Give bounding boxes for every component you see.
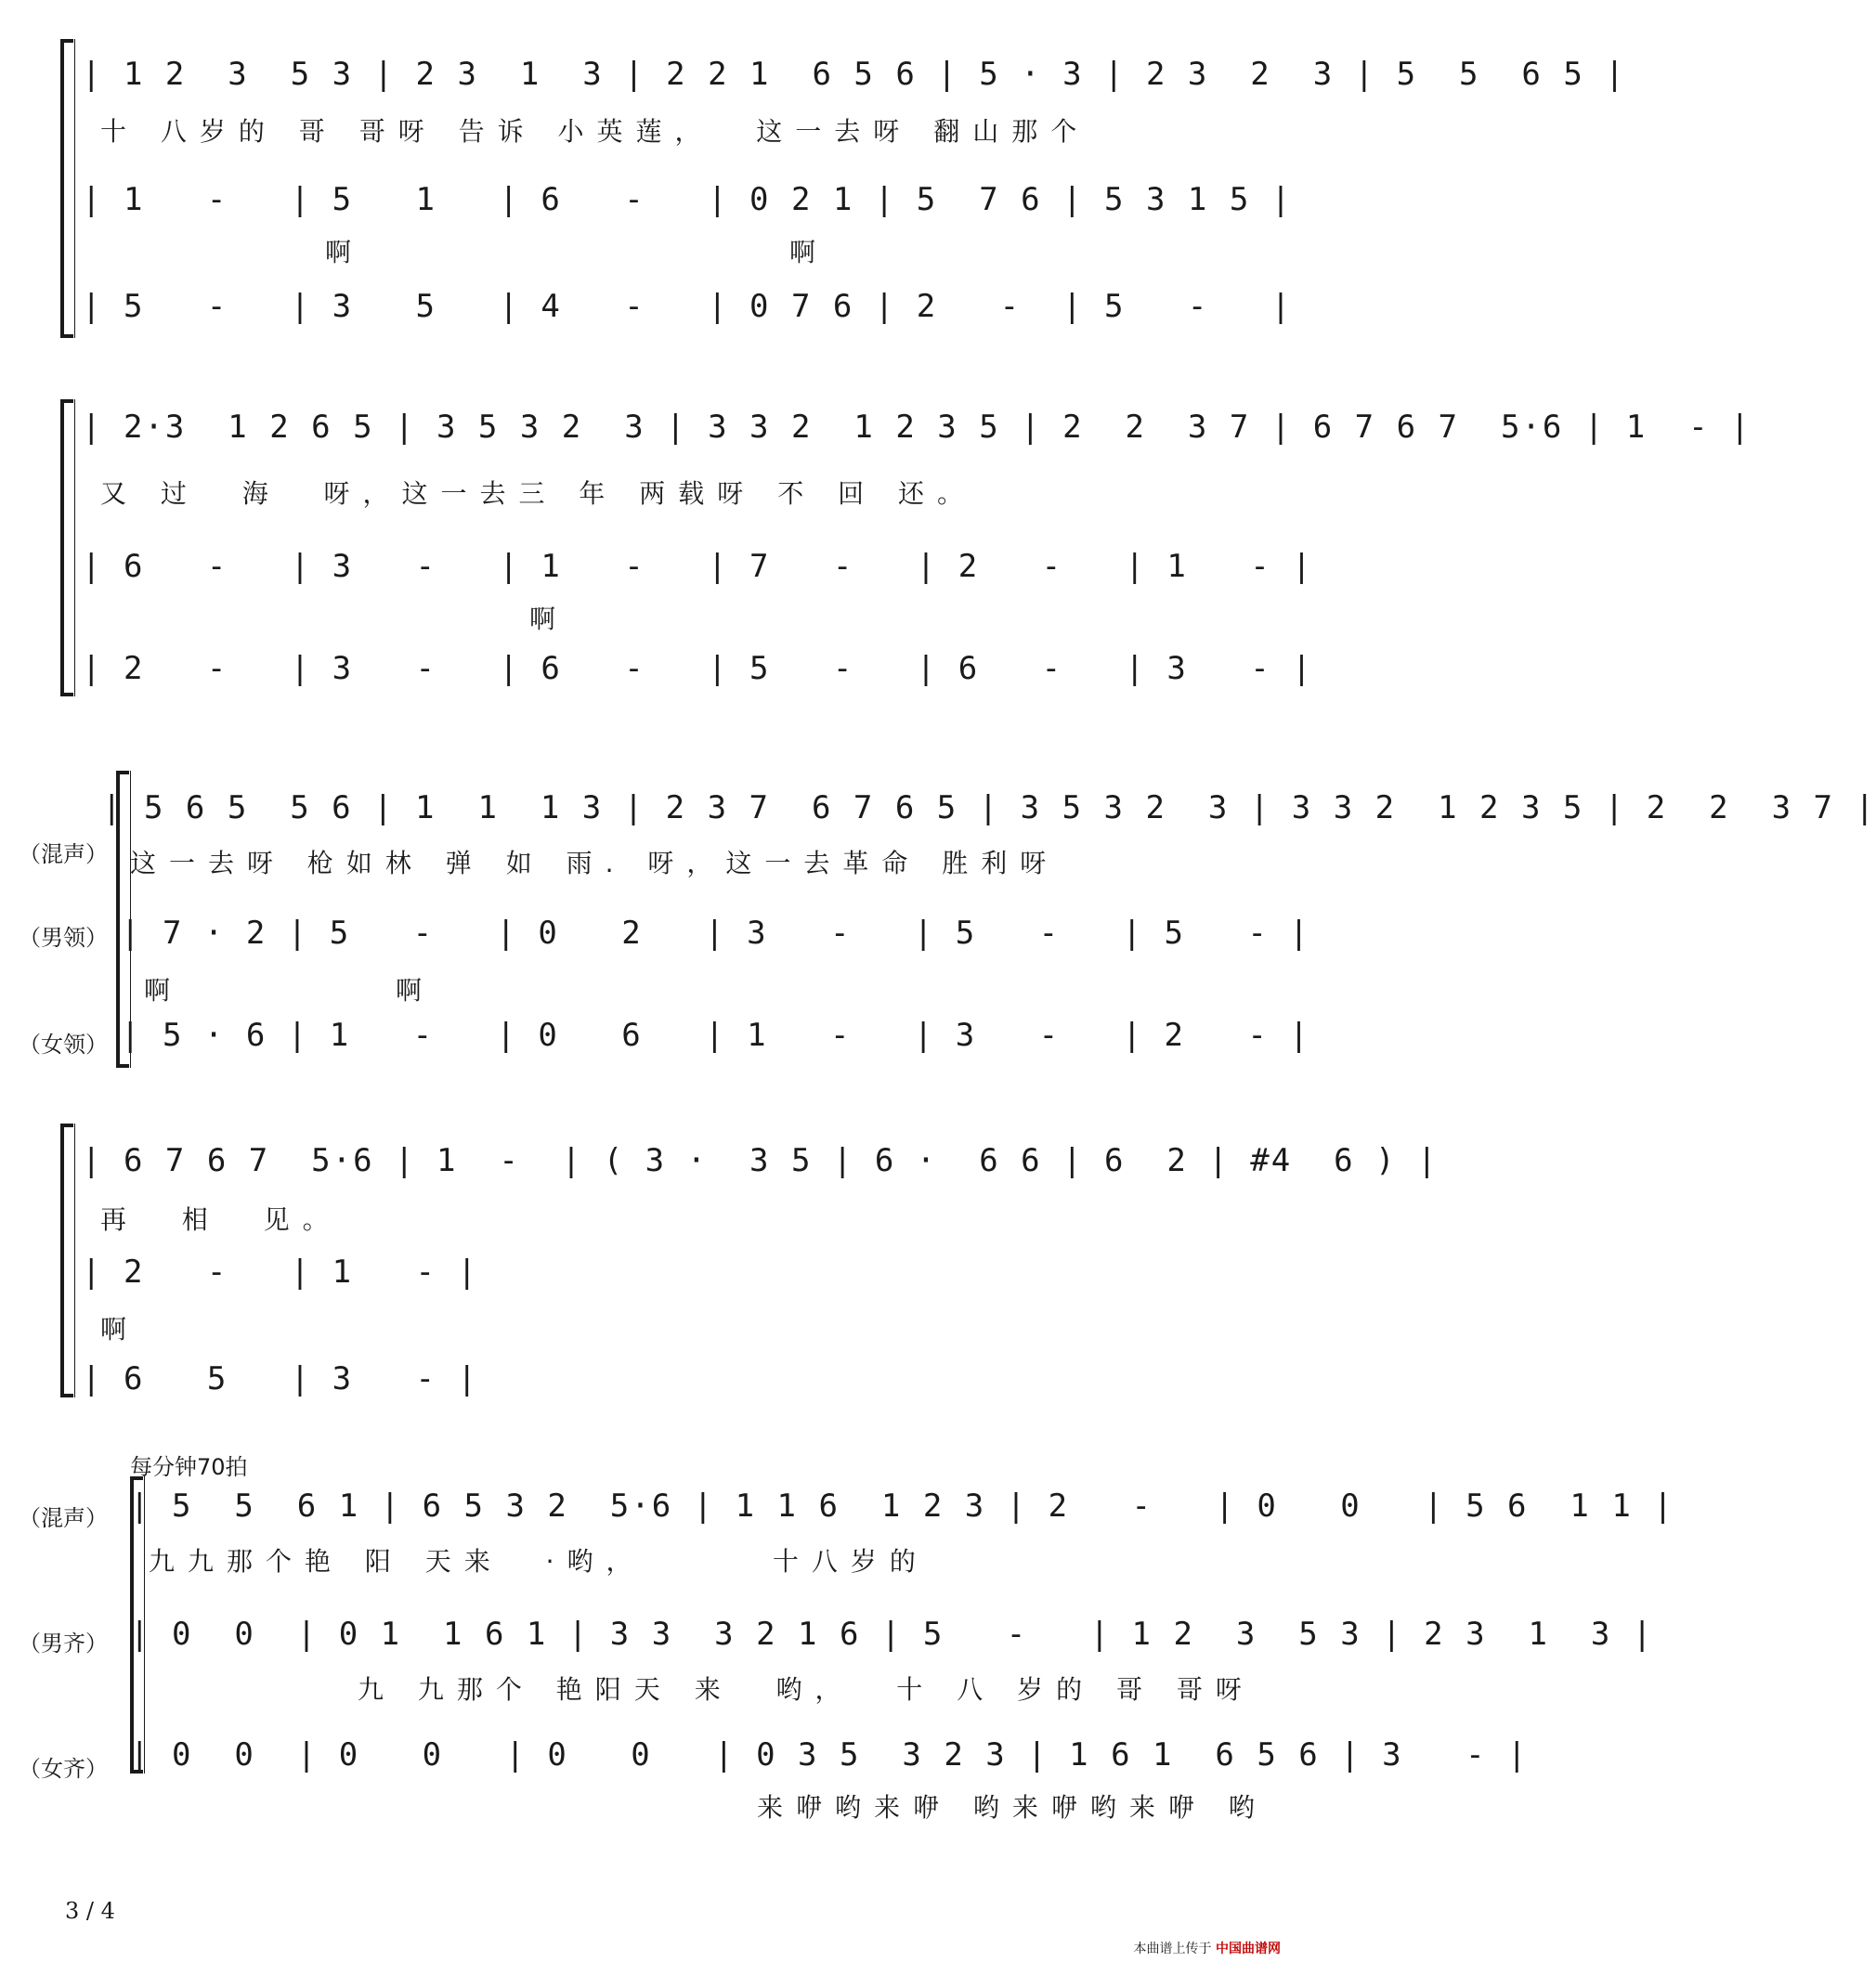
score-system-1 <box>0 19 1626 339</box>
staff-row-male <box>0 1254 1309 1309</box>
lyrics-male: 啊 <box>529 604 569 634</box>
tempo-marking: 每分钟70拍 <box>130 1454 248 1480</box>
lyrics-mixed: 这一去呀 枪如林 弹 如 雨. 呀，这一去革命 胜利呀 <box>130 848 1060 878</box>
part-label-mixed: （混声） <box>19 841 108 867</box>
notes-mixed: | 5 5 6 1 | 6 5 3 2 5·6 | 1 1 6 1 2 3 | 2 - | 0 0 | 5 6 1 1 | <box>130 1488 1674 1525</box>
notes-female: | 6 5 | 3 - | <box>82 1360 478 1397</box>
notes-mixed: | 5 6 5 5 6 | 1 1 1 3 | 2 3 7 6 7 6 5 | 3 5 3 2 3 | 3 3 2 1 2 3 5 | 2 2 3 7 | <box>102 789 1876 826</box>
staff-row-male <box>0 181 1309 237</box>
notes-female: | 2 - | 3 - | 6 - | 5 - | 6 - | 3 - | <box>82 650 1313 687</box>
staff-row-mixed <box>0 1488 1674 1543</box>
site-logo: 中国曲谱网 <box>1216 1942 1281 1956</box>
notes-male-lead: | 7 · 2 | 5 - | 0 2 | 3 - | 5 - | 5 - | <box>121 915 1310 952</box>
upload-footer <box>1134 1939 1281 1957</box>
notes-male-unison: | 0 0 | 0 1 1 6 1 | 3 3 3 2 1 6 | 5 - | 1 2 3 5 3 | 2 3 1 3 | <box>130 1616 1654 1653</box>
lyrics-mixed: 九九那个艳 阳 天来 ·哟， 十八岁的 <box>149 1546 929 1577</box>
notes-male: | 6 - | 3 - | 1 - | 7 - | 2 - | 1 - | <box>82 548 1313 585</box>
staff-row-female <box>0 650 1313 706</box>
staff-row-mixed <box>0 789 1876 845</box>
lyrics-male: 啊 <box>100 1314 140 1345</box>
part-label-male-lead: （男领） <box>19 925 108 951</box>
lyrics-mixed: 十 八岁的 哥 哥呀 告诉 小英莲， 这一去呀 翻山那个 <box>100 116 1090 147</box>
lyrics-male-lead: 啊 啊 <box>144 975 436 1006</box>
part-label-mixed: （混声） <box>19 1505 108 1531</box>
staff-row-male-lead <box>0 915 1309 970</box>
lyrics-mixed: 再 相 见。 <box>100 1204 342 1235</box>
part-label-female-lead: （女领） <box>19 1032 108 1058</box>
notes-female: | 5 - | 3 5 | 4 - | 0 7 6 | 2 - | 5 - | <box>82 288 1293 325</box>
staff-row-female <box>0 288 1309 344</box>
score-system-3 <box>0 761 1876 1068</box>
lyrics-male: 啊 啊 <box>325 237 829 267</box>
lyrics-male-unison: 九 九那个 艳阳天 来 哟， 十 八 岁的 哥 哥呀 <box>358 1674 1255 1705</box>
staff-row-mixed <box>0 56 1626 111</box>
footer-text: 本曲谱上传于 <box>1133 1942 1212 1956</box>
notes-male: | 2 - | 1 - | <box>82 1254 478 1291</box>
notes-female-lead: | 5 · 6 | 1 - | 0 6 | 1 - | 3 - | 2 - | <box>121 1017 1310 1054</box>
notes-mixed: | 6 7 6 7 5·6 | 1 - | ( 3 · 3 5 | 6 · 6 6 | 6 2 | #4 6 ) | <box>82 1142 1439 1179</box>
part-label-female-unison: （女齐） <box>19 1756 108 1782</box>
staff-row-female-lead <box>0 1017 1309 1072</box>
staff-row-female-unison <box>0 1736 1529 1792</box>
part-label-male-unison: （男齐） <box>19 1631 108 1657</box>
score-system-2 <box>0 381 1752 696</box>
notes-male: | 1 - | 5 1 | 6 - | 0 2 1 | 5 7 6 | 5 3 1 5 | <box>82 181 1293 218</box>
staff-row-mixed <box>0 409 1752 464</box>
staff-row-male <box>0 548 1313 604</box>
staff-row-male-unison <box>0 1616 1654 1671</box>
notes-female-unison: | 0 0 | 0 0 | 0 0 | 0 3 5 3 2 3 | 1 6 1 6 5 6 | 3 - | <box>130 1736 1529 1774</box>
staff-row-female <box>0 1360 1309 1416</box>
staff-row-mixed <box>0 1142 1439 1198</box>
score-system-4 <box>0 1124 1439 1402</box>
page-number: 3 / 4 <box>65 1898 115 1924</box>
notes-mixed: | 2·3 1 2 6 5 | 3 5 3 2 3 | 3 3 2 1 2 3 5 | 2 2 3 7 | 6 7 6 7 5·6 | 1 - | <box>82 409 1752 446</box>
score-system-5 <box>0 1476 1674 1829</box>
lyrics-female-unison: 来咿哟来咿 哟来咿哟来咿 哟 <box>757 1792 1268 1823</box>
lyrics-mixed: 又 过 海 呀，这一去三 年 两载呀 不 回 还。 <box>100 478 977 509</box>
notes-mixed: | 1 2 3 5 3 | 2 3 1 3 | 2 2 1 6 5 6 | 5 · 3 | 2 3 2 3 | 5 5 6 5 | <box>82 56 1626 93</box>
